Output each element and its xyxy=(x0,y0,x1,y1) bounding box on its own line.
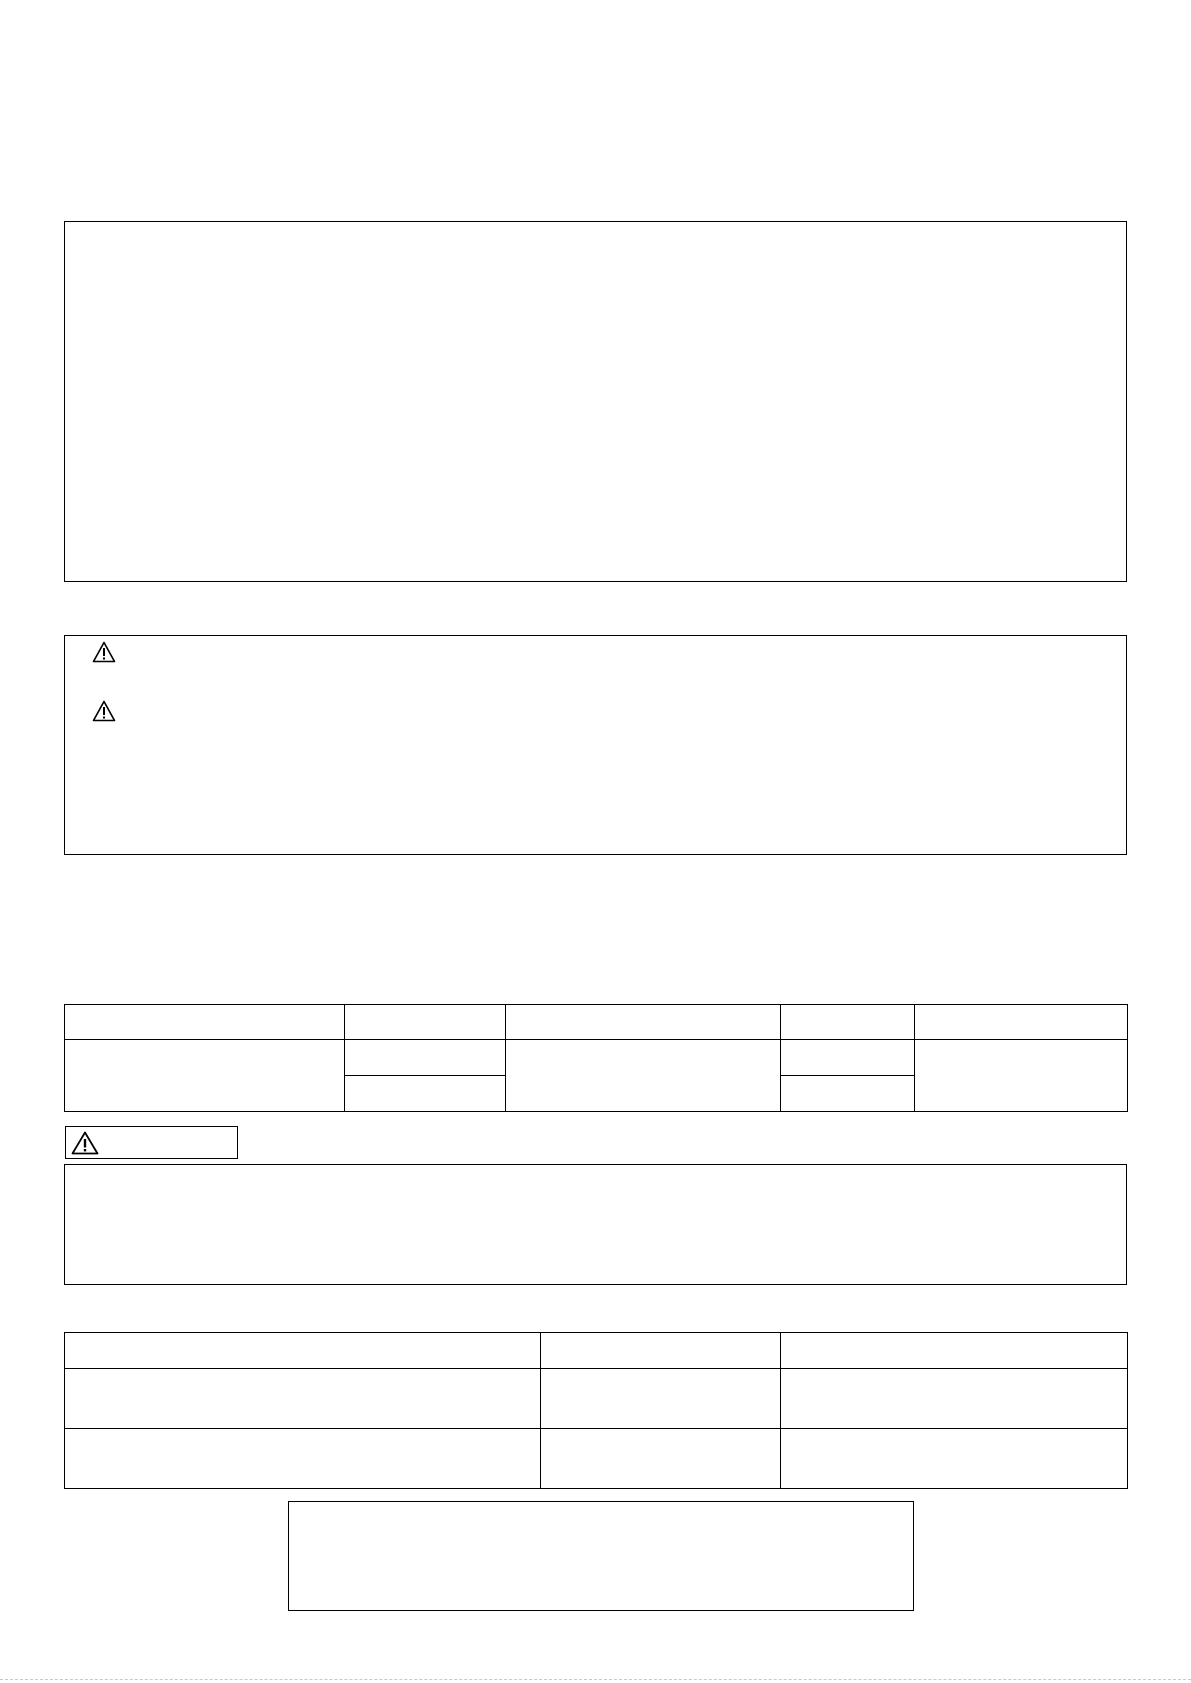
table-header-cell xyxy=(65,1005,345,1040)
table-row xyxy=(65,1005,1128,1040)
table-header-cell xyxy=(781,1005,915,1040)
warning-triangle-icon xyxy=(92,700,116,722)
table-row xyxy=(65,1429,1128,1489)
table-cell xyxy=(345,1076,506,1112)
caution-box xyxy=(64,1164,1127,1285)
table-header-cell xyxy=(781,1333,1128,1369)
caution-label xyxy=(65,1126,238,1159)
table-cell xyxy=(915,1040,1128,1112)
table-cell xyxy=(781,1076,915,1112)
spec-table xyxy=(64,1004,1128,1112)
table-row xyxy=(65,1369,1128,1429)
footer-box xyxy=(288,1501,914,1611)
header-box xyxy=(64,221,1127,582)
safety-notice-box xyxy=(64,635,1127,855)
table-header-cell xyxy=(345,1005,506,1040)
table-row xyxy=(65,1040,1128,1076)
table-cell xyxy=(541,1429,781,1489)
table-header-cell xyxy=(915,1005,1128,1040)
table-cell xyxy=(781,1040,915,1076)
table-row xyxy=(65,1333,1128,1369)
table-cell xyxy=(65,1429,541,1489)
table-cell xyxy=(506,1040,781,1112)
table-cell xyxy=(345,1040,506,1076)
table-header-cell xyxy=(541,1333,781,1369)
table-cell xyxy=(781,1429,1128,1489)
table-cell xyxy=(65,1040,345,1112)
table-cell xyxy=(541,1369,781,1429)
table-cell xyxy=(781,1369,1128,1429)
table-cell xyxy=(65,1369,541,1429)
warning-triangle-icon xyxy=(71,1131,99,1155)
warning-triangle-icon xyxy=(92,641,116,663)
page-bottom-rule xyxy=(0,1679,1191,1680)
table-header-cell xyxy=(506,1005,781,1040)
table-header-cell xyxy=(65,1333,541,1369)
parts-table xyxy=(64,1332,1128,1489)
